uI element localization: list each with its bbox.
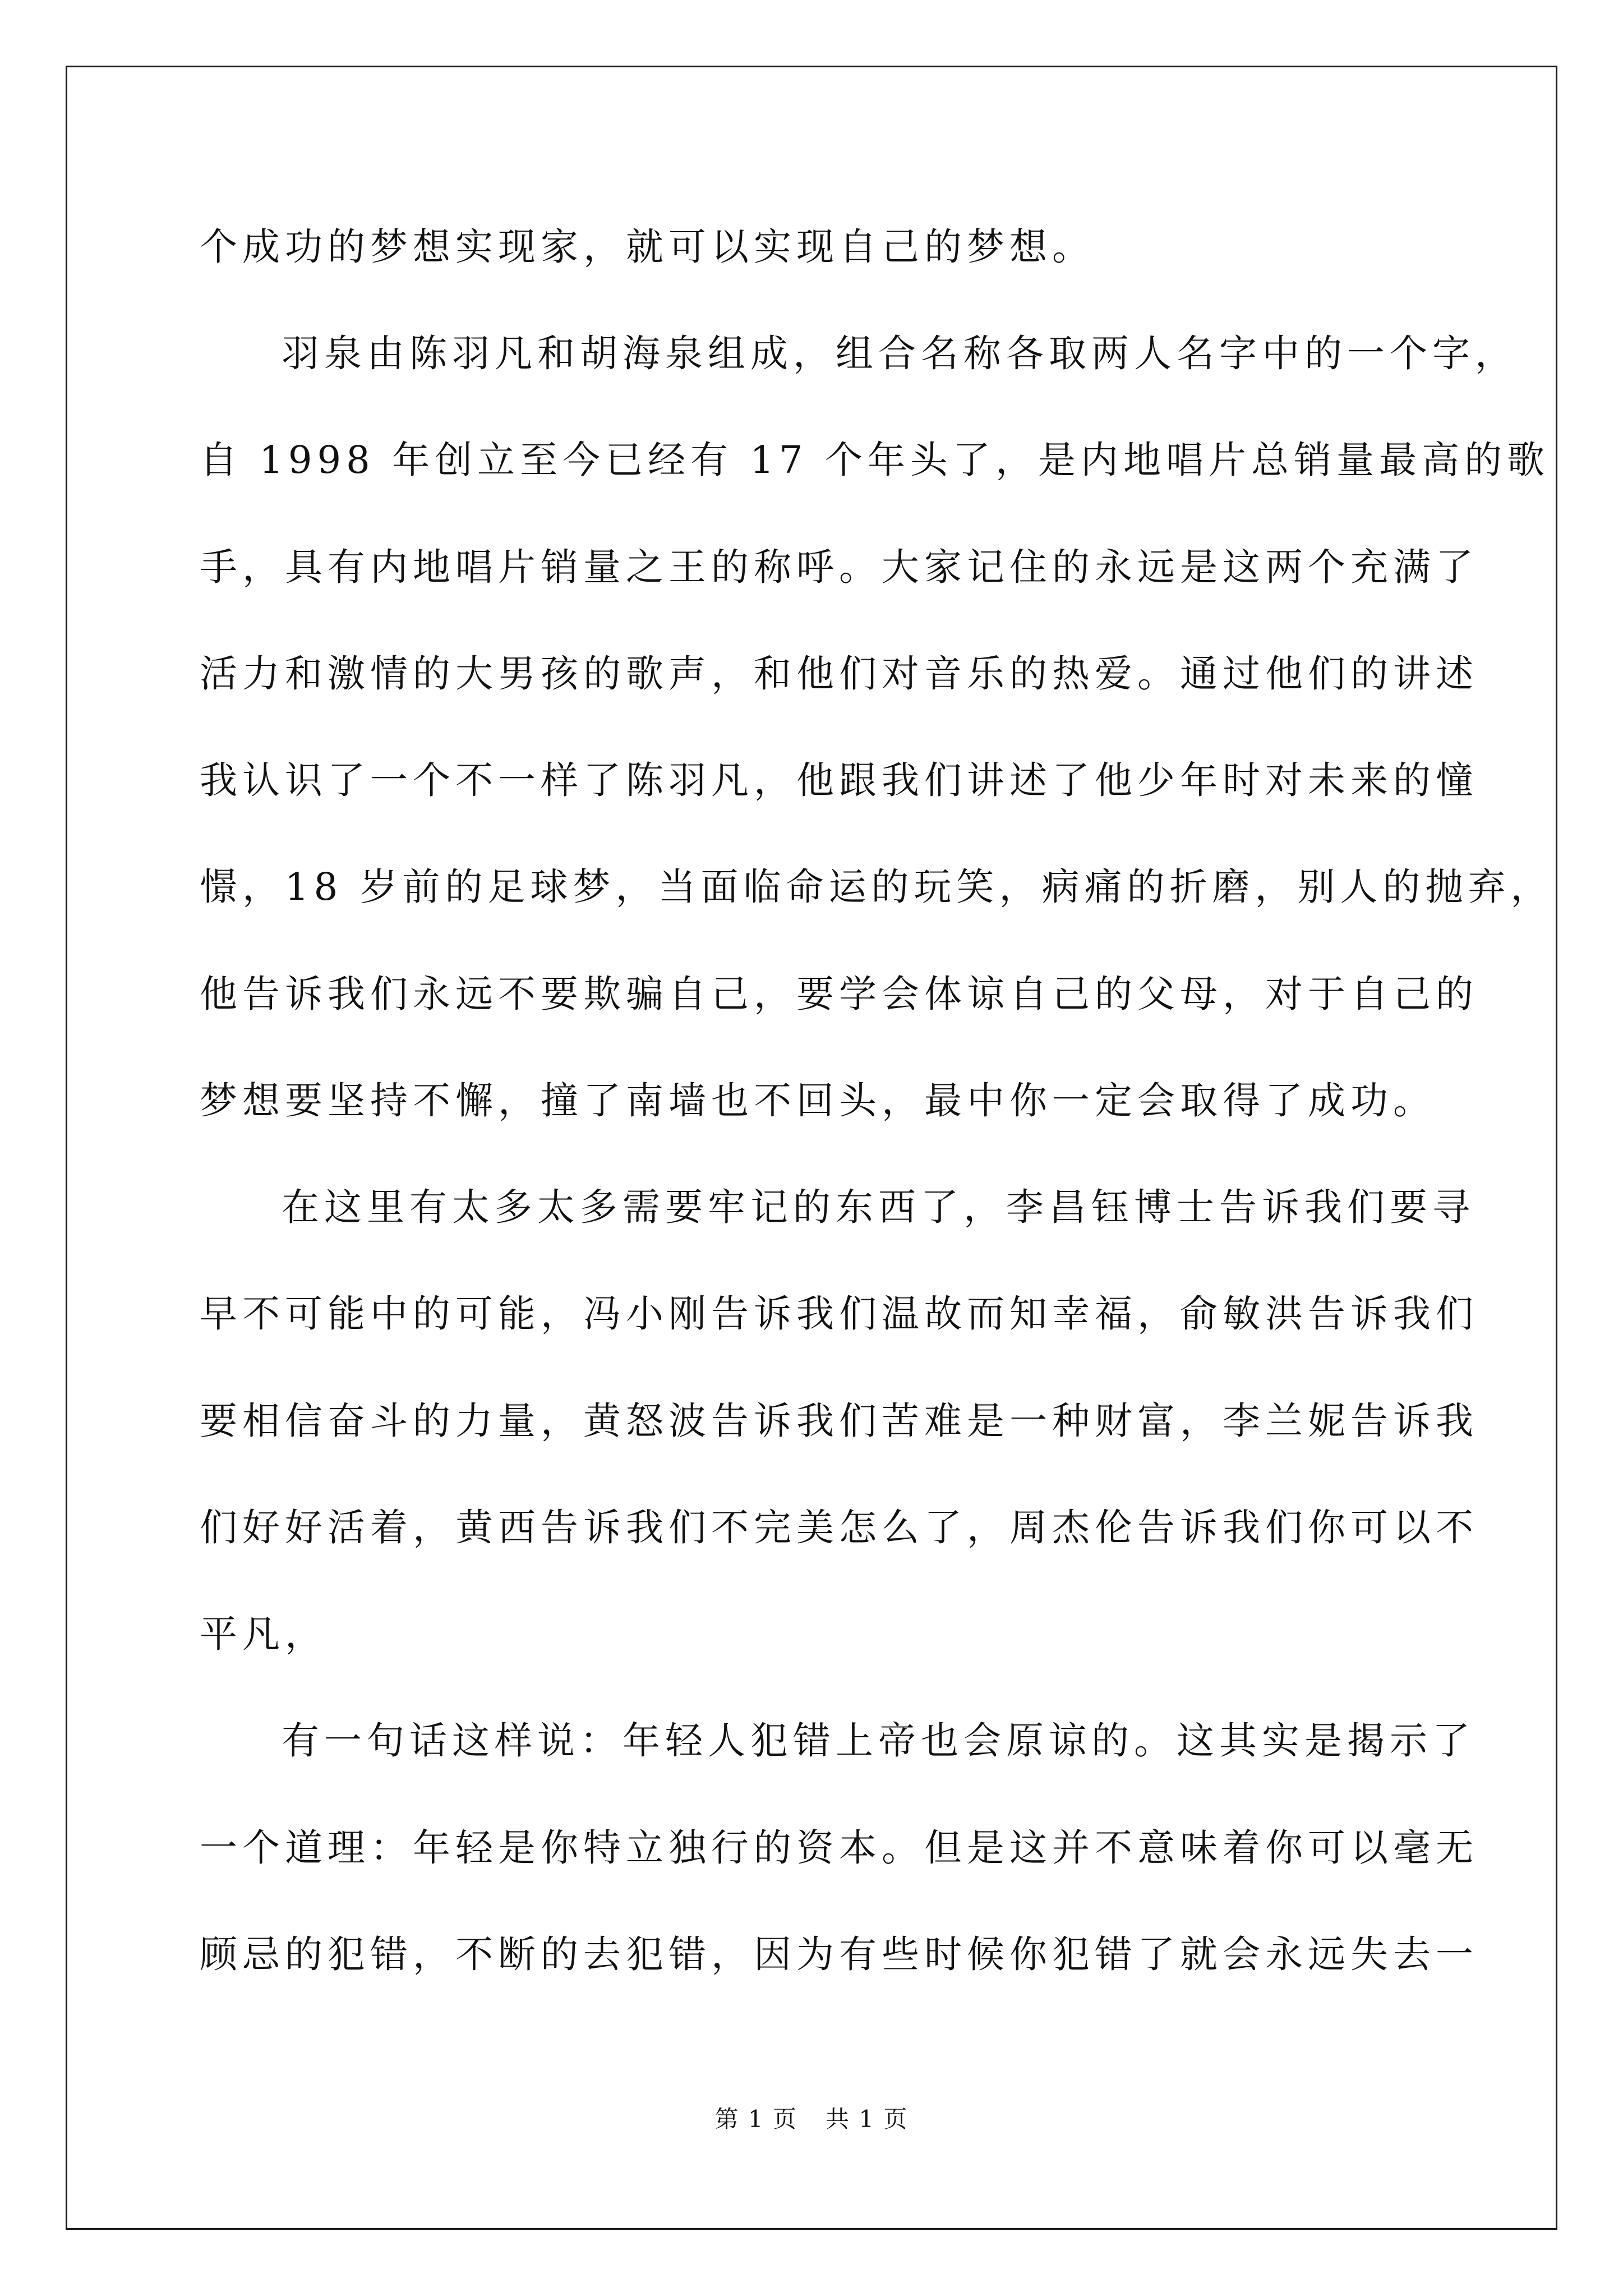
text-line: 活力和激情的大男孩的歌声，和他们对音乐的热爱。通过他们的讲述 bbox=[200, 652, 1478, 696]
page-total: 共 1 页 bbox=[826, 2105, 909, 2133]
page-footer bbox=[0, 2101, 1623, 2134]
page-border bbox=[66, 66, 1557, 2230]
text-line: 自 1998 年创立至今已经有 17 个年头了，是内地唱片总销量最高的歌 bbox=[200, 438, 1550, 482]
page-number: 第 1 页 bbox=[714, 2105, 797, 2133]
text-line: 早不可能中的可能，冯小刚告诉我们温故而知幸福，俞敏洪告诉我们 bbox=[200, 1292, 1478, 1336]
text-line: 们好好活着，黄西告诉我们不完美怎么了，周杰伦告诉我们你可以不 bbox=[200, 1506, 1478, 1549]
text-line: 有一句话这样说：年轻人犯错上帝也会原谅的。这其实是揭示了 bbox=[282, 1719, 1475, 1763]
text-line: 我认识了一个不一样了陈羽凡，他跟我们讲述了他少年时对未来的憧 bbox=[200, 758, 1478, 802]
text-line: 个成功的梦想实现家，就可以实现自己的梦想。 bbox=[200, 225, 1095, 269]
text-line: 手，具有内地唱片销量之王的称呼。大家记住的永远是这两个充满了 bbox=[200, 545, 1478, 589]
text-line: 梦想要坚持不懈，撞了南墙也不回头，最中你一定会取得了成功。 bbox=[200, 1079, 1436, 1122]
text-line: 憬，18 岁前的足球梦，当面临命运的玩笑，病痛的折磨，别人的抛弃， bbox=[200, 865, 1553, 909]
text-line: 一个道理：年轻是你特立独行的资本。但是这并不意味着你可以毫无 bbox=[200, 1826, 1478, 1870]
text-line: 平凡， bbox=[200, 1612, 328, 1656]
text-line: 要相信奋斗的力量，黄怒波告诉我们苦难是一种财富，李兰妮告诉我 bbox=[200, 1399, 1478, 1443]
text-line: 在这里有太多太多需要牢记的东西了，李昌钰博士告诉我们要寻 bbox=[282, 1185, 1475, 1229]
text-line: 顾忌的犯错，不断的去犯错，因为有些时候你犯错了就会永远失去一 bbox=[200, 1932, 1478, 1976]
text-line: 羽泉由陈羽凡和胡海泉组成，组合名称各取两人名字中的一个字， bbox=[282, 332, 1518, 375]
text-line: 他告诉我们永远不要欺骗自己，要学会体谅自己的父母，对于自己的 bbox=[200, 972, 1478, 1016]
